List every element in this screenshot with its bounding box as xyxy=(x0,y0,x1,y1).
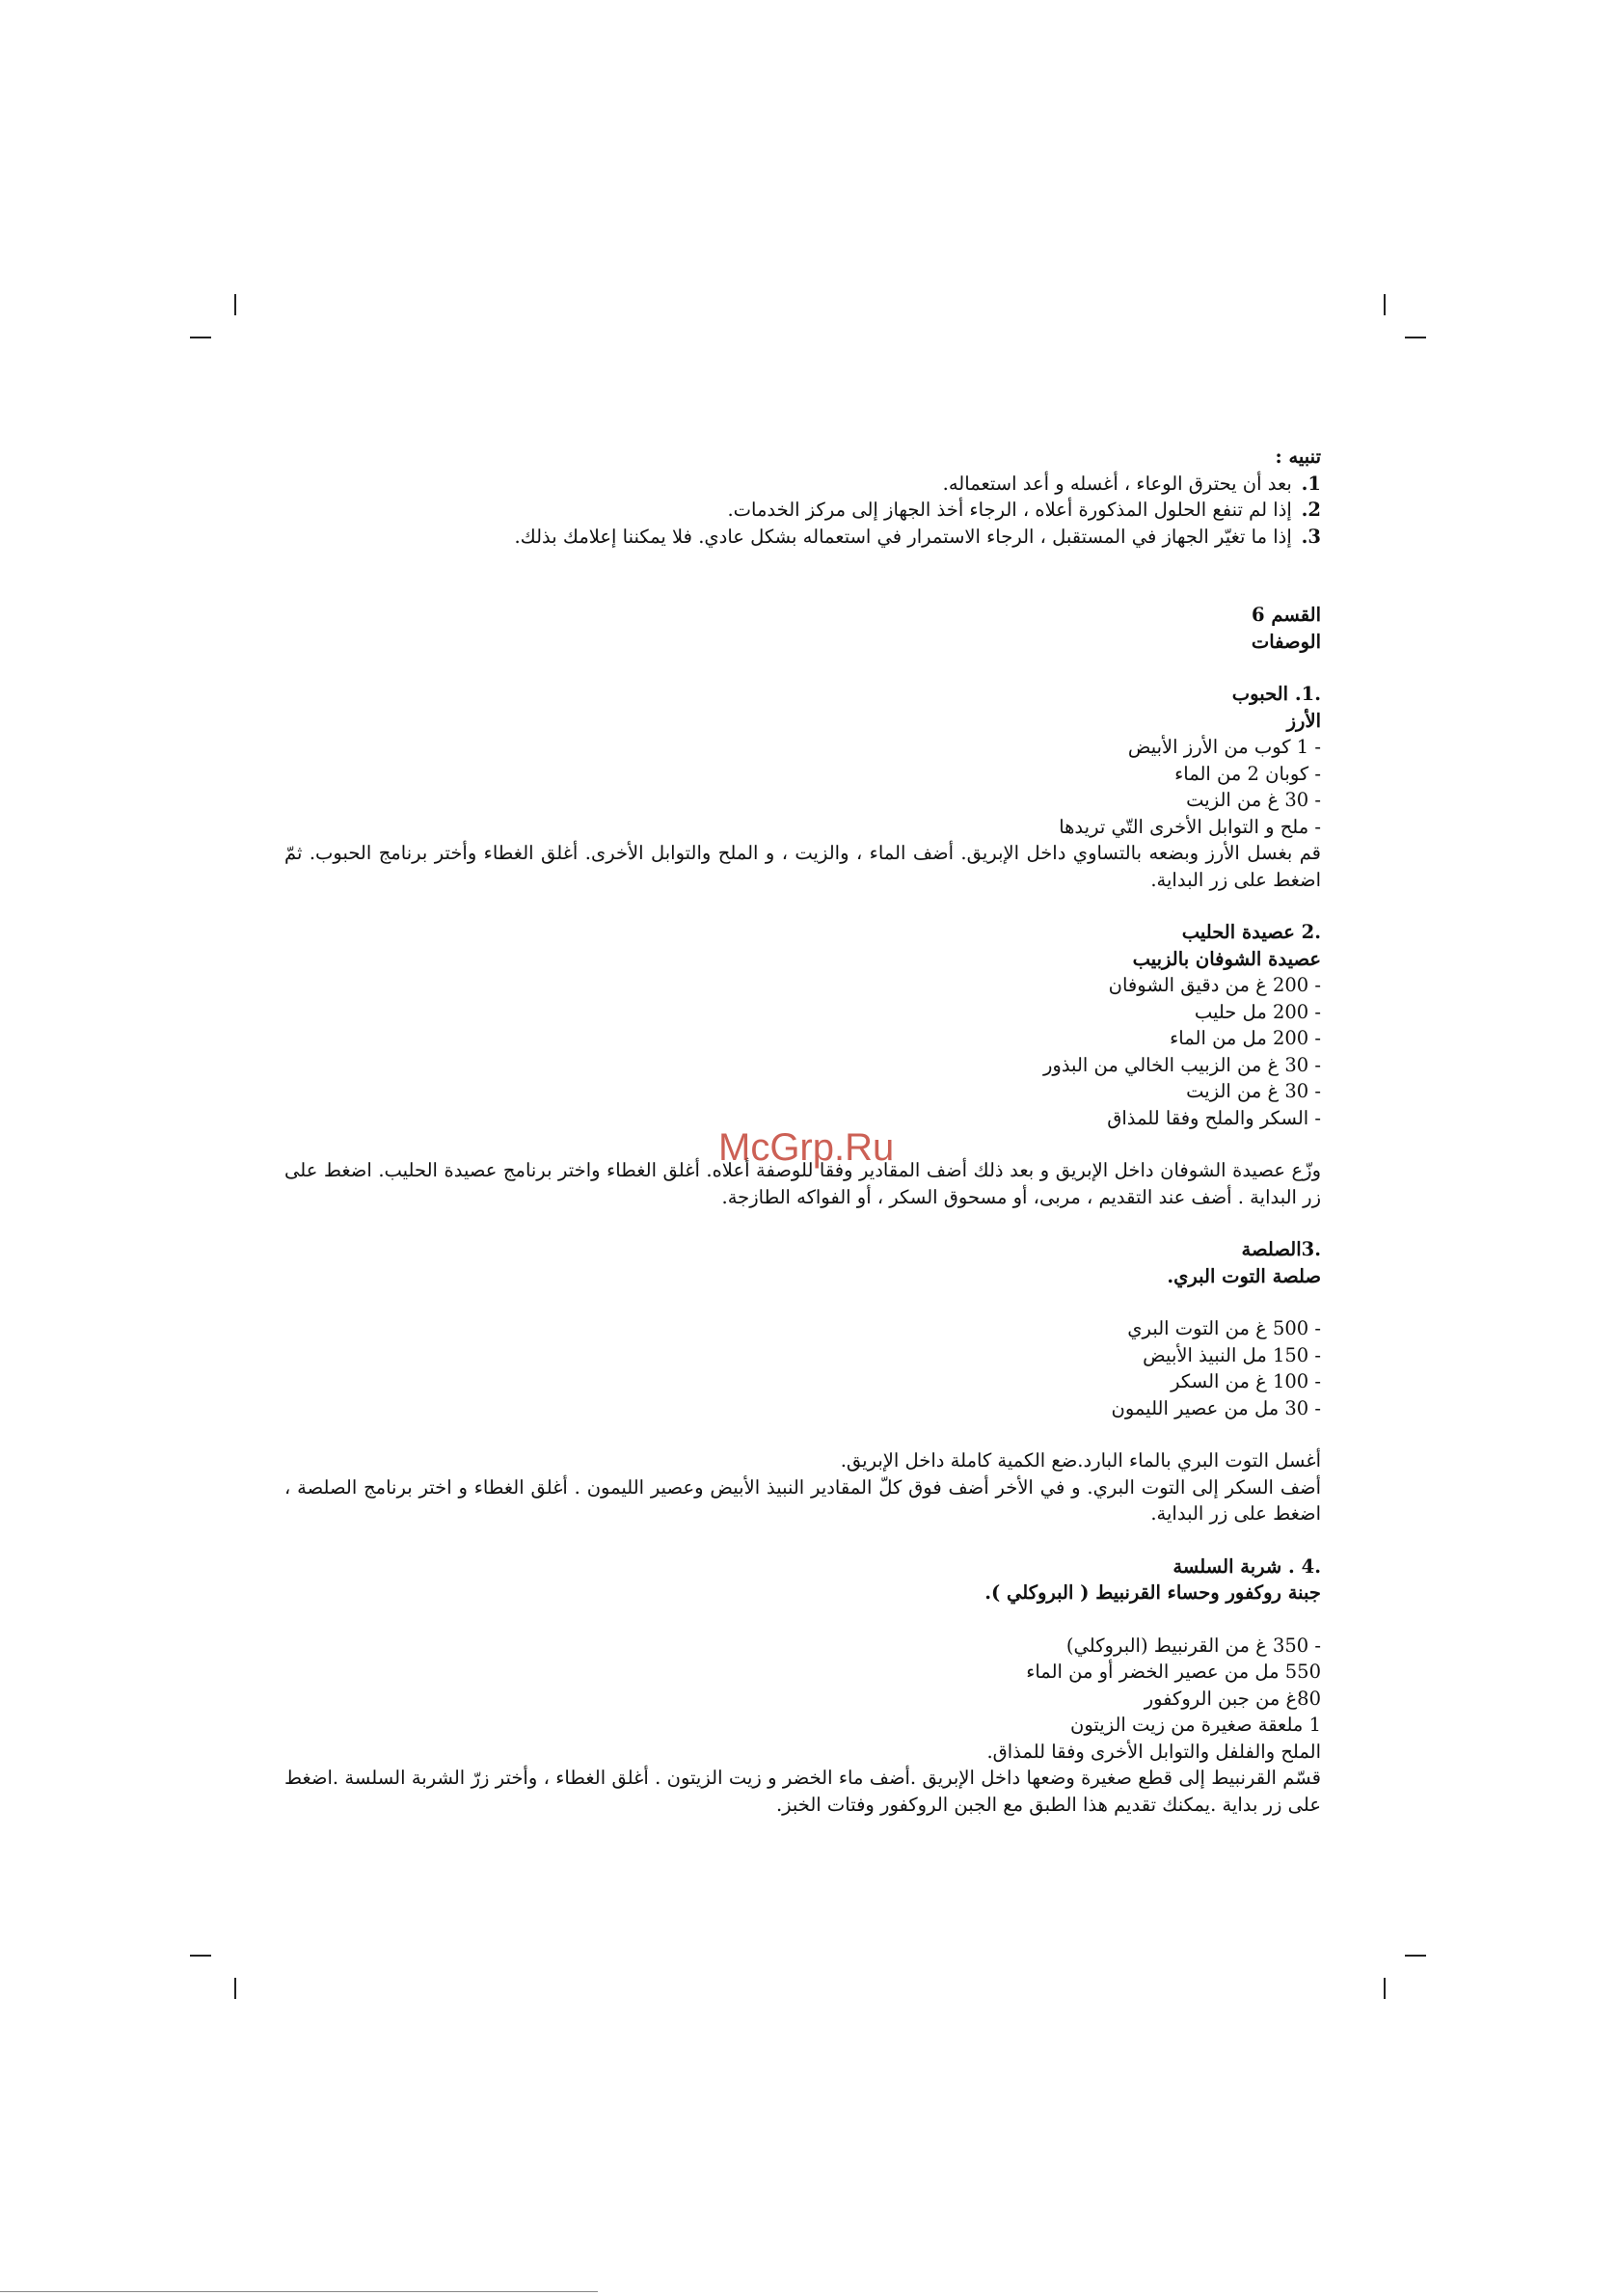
warning-item xyxy=(284,471,1321,498)
ingredient-line: - 500 غ من التوت البري xyxy=(1127,1317,1321,1339)
crop-mark-bottom-left-v xyxy=(234,1978,236,1999)
ingredient-line: - 200 غ من دقيق الشوفان xyxy=(1108,974,1321,996)
warning-item-text: إذا ما تغيّر الجهاز في المستقبل ، الرجاء الاستمرار في استعماله بشكل عادي. فلا يمكننا إعلامك بذلك. xyxy=(514,525,1292,548)
ingredient-line: - كوبان 2 من الماء xyxy=(1174,762,1321,785)
footer-divider xyxy=(0,2291,598,2292)
ingredient-line: - السكر والملح وفقا للمذاق xyxy=(1107,1106,1321,1129)
watermark: McGrp.Ru xyxy=(718,1126,895,1169)
ingredient-line: - 350 غ من القرنبيط (البروكلي) xyxy=(1065,1634,1321,1657)
recipe-method: قسّم القرنبيط إلى قطع صغيرة وضعها داخل الإبريق .أضف ماء الخضر و زيت الزيتون . أغلق الغطاء ، وأختر زرّ الشربة السلسة .اضغط على زر بداية .يمكنك تقديم هذا الطبق مع الجبن الروكفور وفتات الخبز. xyxy=(284,1767,1321,1816)
recipe-subheading: جبنة روكفور وحساء القرنبيط ( البروكلي ). xyxy=(984,1581,1321,1604)
recipe-method: أغسل التوت البري بالماء البارد.ضع الكمية كاملة داخل الإبريق. xyxy=(840,1449,1321,1472)
ingredient-line: - 1 كوب من الأرز الأبيض xyxy=(1127,736,1321,758)
ingredient-line: - 30 مل من عصير الليمون xyxy=(1111,1396,1321,1419)
warning-title: تنبيه : xyxy=(1275,446,1321,468)
ingredient-line: - 30 غ من الزبيب الخالي من البذور xyxy=(1042,1053,1321,1076)
warning-item-number: 3. xyxy=(1301,525,1321,548)
warning-item xyxy=(284,497,1321,524)
crop-mark-bottom-left-h xyxy=(190,1955,211,1957)
ingredient-line: 1 ملعقة صغيرة من زيت الزيتون xyxy=(1070,1714,1321,1736)
warning-item-text: إذا لم تنفع الحلول المذكورة أعلاه ، الرجاء أخذ الجهاز إلى مركز الخدمات. xyxy=(727,499,1292,521)
recipe-heading: .2 عصيدة الحليب xyxy=(1181,921,1321,943)
recipe-heading: .1. الحبوب xyxy=(1231,683,1321,705)
crop-mark-top-right-v xyxy=(1384,294,1386,315)
ingredient-line: 80غ من جبن الروكفور xyxy=(1144,1687,1321,1710)
recipe-subheading: عصيدة الشوفان بالزبيب xyxy=(1132,947,1321,970)
warning-item-text: بعد أن يحترق الوعاء ، أغسله و أعد استعماله. xyxy=(942,472,1292,495)
recipe-subheading: الأرز xyxy=(1286,709,1321,732)
crop-mark-bottom-right-h xyxy=(1405,1955,1426,1957)
warning-item-number: 1. xyxy=(1301,472,1321,495)
warning-item xyxy=(284,524,1321,551)
ingredient-line: - ملح و التوابل الأخرى التّي تريدها xyxy=(1059,815,1321,838)
warning-item-number: 2. xyxy=(1301,499,1321,521)
ingredient-line: - 200 مل حليب xyxy=(1194,1000,1321,1023)
section-title: الوصفات xyxy=(1251,630,1321,653)
section-label: القسم 6 xyxy=(1252,604,1321,626)
recipe-method: قم بغسل الأرز وبضعه بالتساوي داخل الإبريق. أضف الماء ، والزيت ، و الملح والتوابل الأخرى. أغلق الغطاء وأختر برنامج الحبوب. ثمّ اضغط على زر البداية. xyxy=(284,842,1321,891)
ingredient-line: 550 مل من عصير الخضر أو من الماء xyxy=(1026,1661,1321,1683)
ingredient-line: - 200 مل من الماء xyxy=(1170,1027,1321,1049)
recipe-method: أضف السكر إلى التوت البري. و في الأخر أضف فوق كلّ المقادير النبيذ الأبيض وعصير الليمون . أغلق الغطاء و اختر برنامج الصلصة ، اضغط على زر البداية. xyxy=(284,1475,1321,1525)
ingredient-line: - 30 غ من الزيت xyxy=(1186,1080,1321,1102)
crop-mark-bottom-right-v xyxy=(1384,1978,1386,1999)
ingredient-line: - 150 مل النبيذ الأبيض xyxy=(1143,1343,1321,1366)
crop-mark-top-left-v xyxy=(234,294,236,315)
recipe-subheading: صلصة التوت البري. xyxy=(1167,1264,1321,1287)
crop-mark-top-left-h xyxy=(190,337,211,338)
crop-mark-top-right-h xyxy=(1405,337,1426,338)
recipe-heading: .4 . شربة السلسة xyxy=(1172,1554,1321,1578)
recipe-method: وزّع عصيدة الشوفان داخل الإبريق و بعد ذلك أضف المقادير وفقا للوصفة أعلاه. أغلق الغطاء واختر برنامج عصيدة الحليب. اضغط على زر البداية . أضف عند التقديم ، مربى، أو مسحوق السكر ، أو الفواكه الطازجة. xyxy=(284,1159,1321,1208)
recipe-heading: .3الصلصة xyxy=(1241,1238,1321,1260)
ingredient-line: الملح والفلفل والتوابل الأخرى وفقا للمذاق. xyxy=(986,1740,1321,1763)
ingredient-line: - 30 غ من الزيت xyxy=(1186,789,1321,811)
ingredient-line: - 100 غ من السكر xyxy=(1171,1370,1321,1392)
